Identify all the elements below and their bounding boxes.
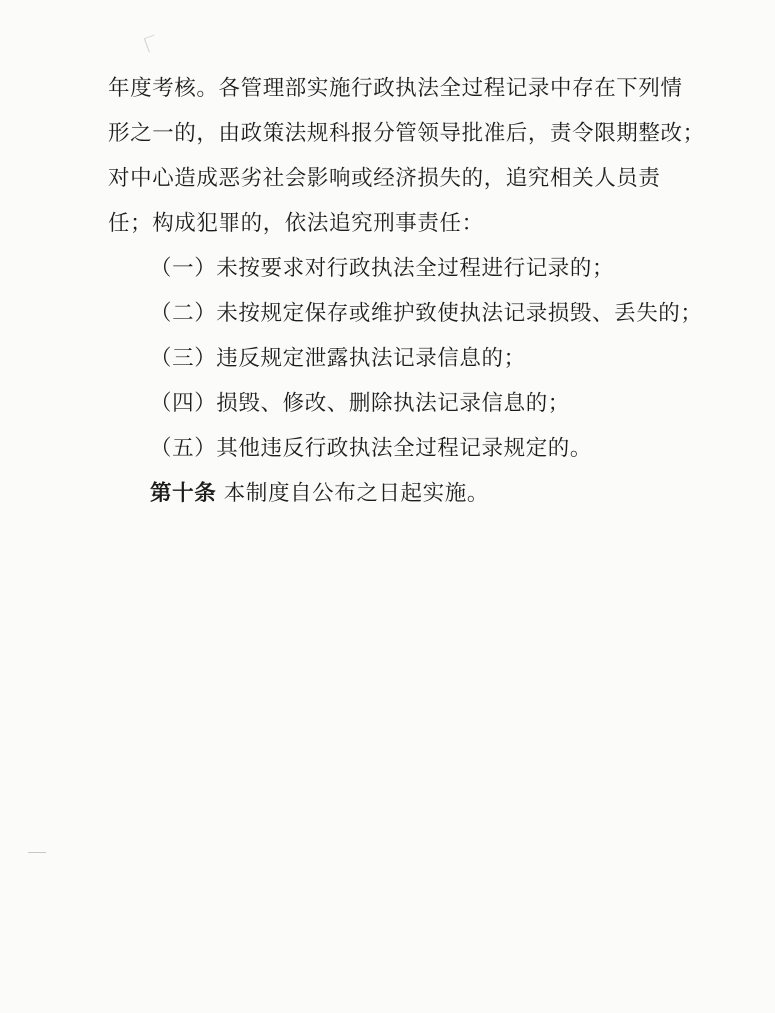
paragraph-line: 形之一的，由政策法规科报分管领导批准后，责令限期整改； — [108, 121, 705, 146]
final-article — [108, 471, 668, 516]
list-item: （一）未按要求对行政执法全过程进行记录的； — [150, 256, 615, 281]
paragraph-line: 任；构成犯罪的，依法追究刑事责任： — [108, 211, 484, 236]
scan-artifact — [28, 852, 46, 853]
scan-artifact — [144, 35, 159, 53]
paragraph-line: 年度考核。各管理部实施行政执法全过程记录中存在下列情 — [108, 76, 683, 101]
paragraph-line: 对中心造成恶劣社会影响或经济损失的，追究相关人员责 — [108, 166, 661, 191]
article-number: 第十条 — [150, 481, 217, 506]
list-item: （四）损毁、修改、删除执法记录信息的； — [150, 391, 570, 416]
list-item: （二）未按规定保存或维护致使执法记录损毁、丢失的； — [150, 301, 703, 326]
list-item: （五）其他违反行政执法全过程记录规定的。 — [150, 436, 593, 461]
article-text: 本制度自公布之日起实施。 — [216, 481, 489, 506]
list-item: （三）违反规定泄露执法记录信息的； — [150, 346, 526, 371]
document-body — [108, 66, 705, 516]
